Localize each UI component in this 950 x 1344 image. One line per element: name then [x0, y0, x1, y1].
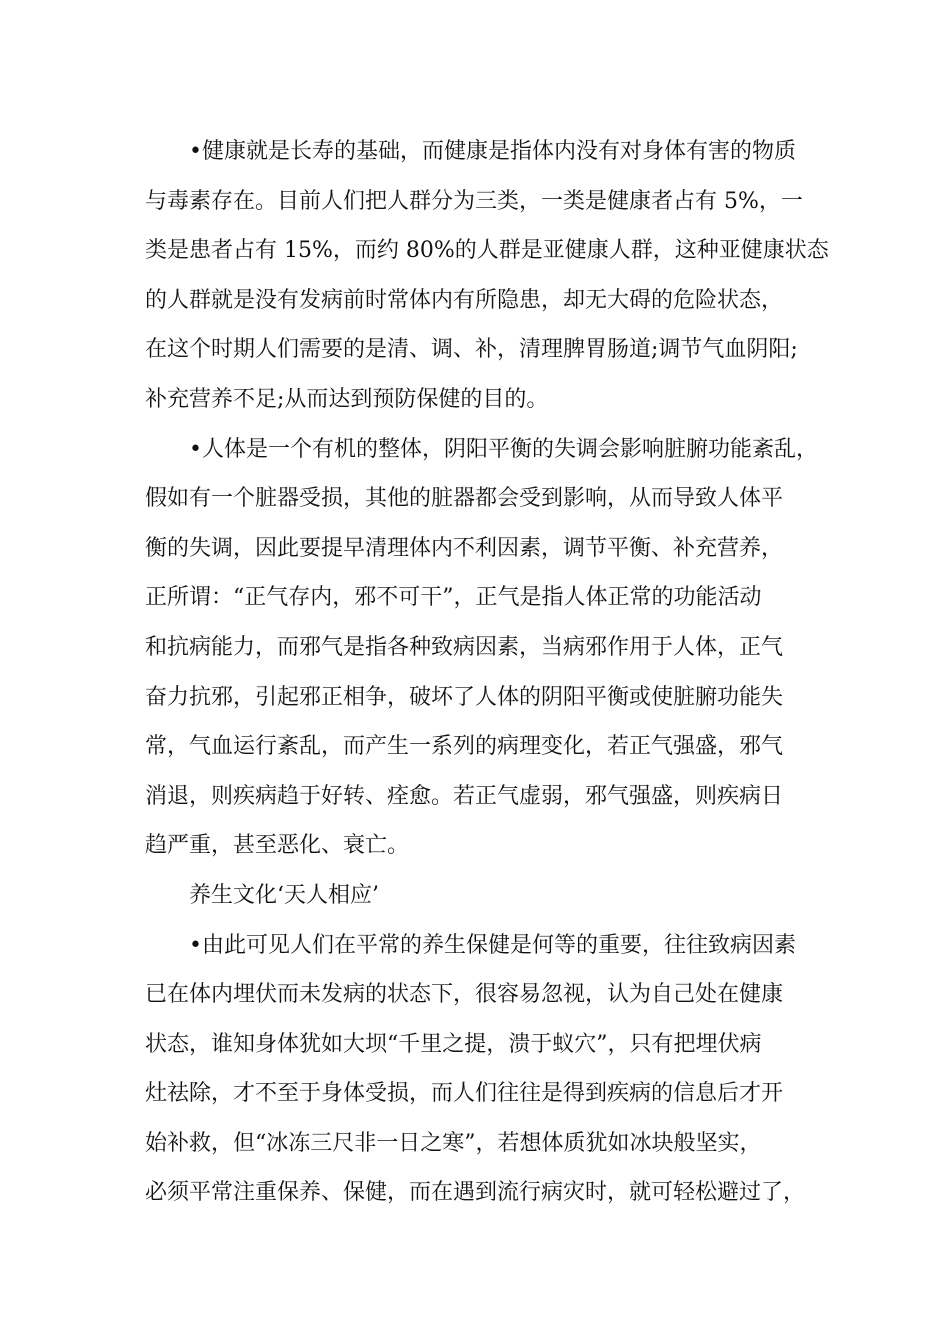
text-line: 在这个时期人们需要的是清、调、补，清理脾胃肠道;调节气血阴阳; — [145, 337, 798, 363]
text-line: 必须平常注重保养、保健，而在遇到流行病灾时，就可轻松避过了， — [145, 1180, 806, 1206]
document-body — [145, 127, 829, 1218]
paragraph-health-foundation — [145, 127, 829, 425]
text-line: 的人群就是没有发病前时常体内有所隐患，却无大碍的危险状态， — [145, 287, 784, 313]
text-line: •人体是一个有机的整体，阴阳平衡的失调会影响脏腑功能紊乱， — [189, 436, 818, 462]
paragraph-daily-care — [145, 921, 825, 1219]
text-line: 状态，谁知身体犹如大坝“千里之提，溃于蚁穴”，只有把埋伏病 — [145, 1031, 762, 1057]
text-line: 正所谓：“正气存内，邪不可干”，正气是指人体正常的功能活动 — [145, 585, 762, 611]
text-line: 假如有一个脏器受损，其他的脏器都会受到影响，从而导致人体平 — [145, 486, 784, 512]
text-line: 灶祛除，才不至于身体受损，而人们往往是得到疾病的信息后才开 — [145, 1081, 784, 1107]
text-line: •由此可见人们在平常的养生保健是何等的重要，往往致病因素 — [189, 932, 796, 958]
text-line: 奋力抗邪，引起邪正相争，破坏了人体的阴阳平衡或使脏腑功能失 — [145, 684, 784, 710]
text-line: •健康就是长寿的基础，而健康是指体内没有对身体有害的物质 — [189, 139, 796, 164]
text-line: 始补救，但“冰冻三尺非一日之寒”，若想体质犹如冰块般坚实， — [145, 1130, 762, 1156]
text-line: 补充营养不足;从而达到预防保健的目的。 — [145, 386, 549, 412]
text-line: 已在体内埋伏而未发病的状态下，很容易忽视，认为自己处在健康 — [145, 982, 784, 1008]
text-line: 衡的失调，因此要提早清理体内不利因素，调节平衡、补充营养， — [145, 535, 784, 561]
text-line: 类是患者占有 15%，而约 80%的人群是亚健康人群，这种亚健康状态 — [145, 238, 829, 264]
text-line: 与毒素存在。目前人们把人群分为三类，一类是健康者占有 5%，一 — [145, 188, 803, 214]
text-line: 消退，则疾病趋于好转、痊愈。若正气虚弱，邪气强盛，则疾病日 — [145, 783, 784, 809]
text-line: 常，气血运行紊乱，而产生一系列的病理变化，若正气强盛，邪气 — [145, 734, 784, 760]
section-heading: 养生文化‘天人相应’ — [189, 882, 379, 908]
paragraph-yin-yang-balance — [145, 425, 825, 871]
text-line: 和抗病能力，而邪气是指各种致病因素，当病邪作用于人体，正气 — [145, 634, 784, 660]
text-line: 趋严重，甚至恶化、衰亡。 — [145, 833, 410, 859]
